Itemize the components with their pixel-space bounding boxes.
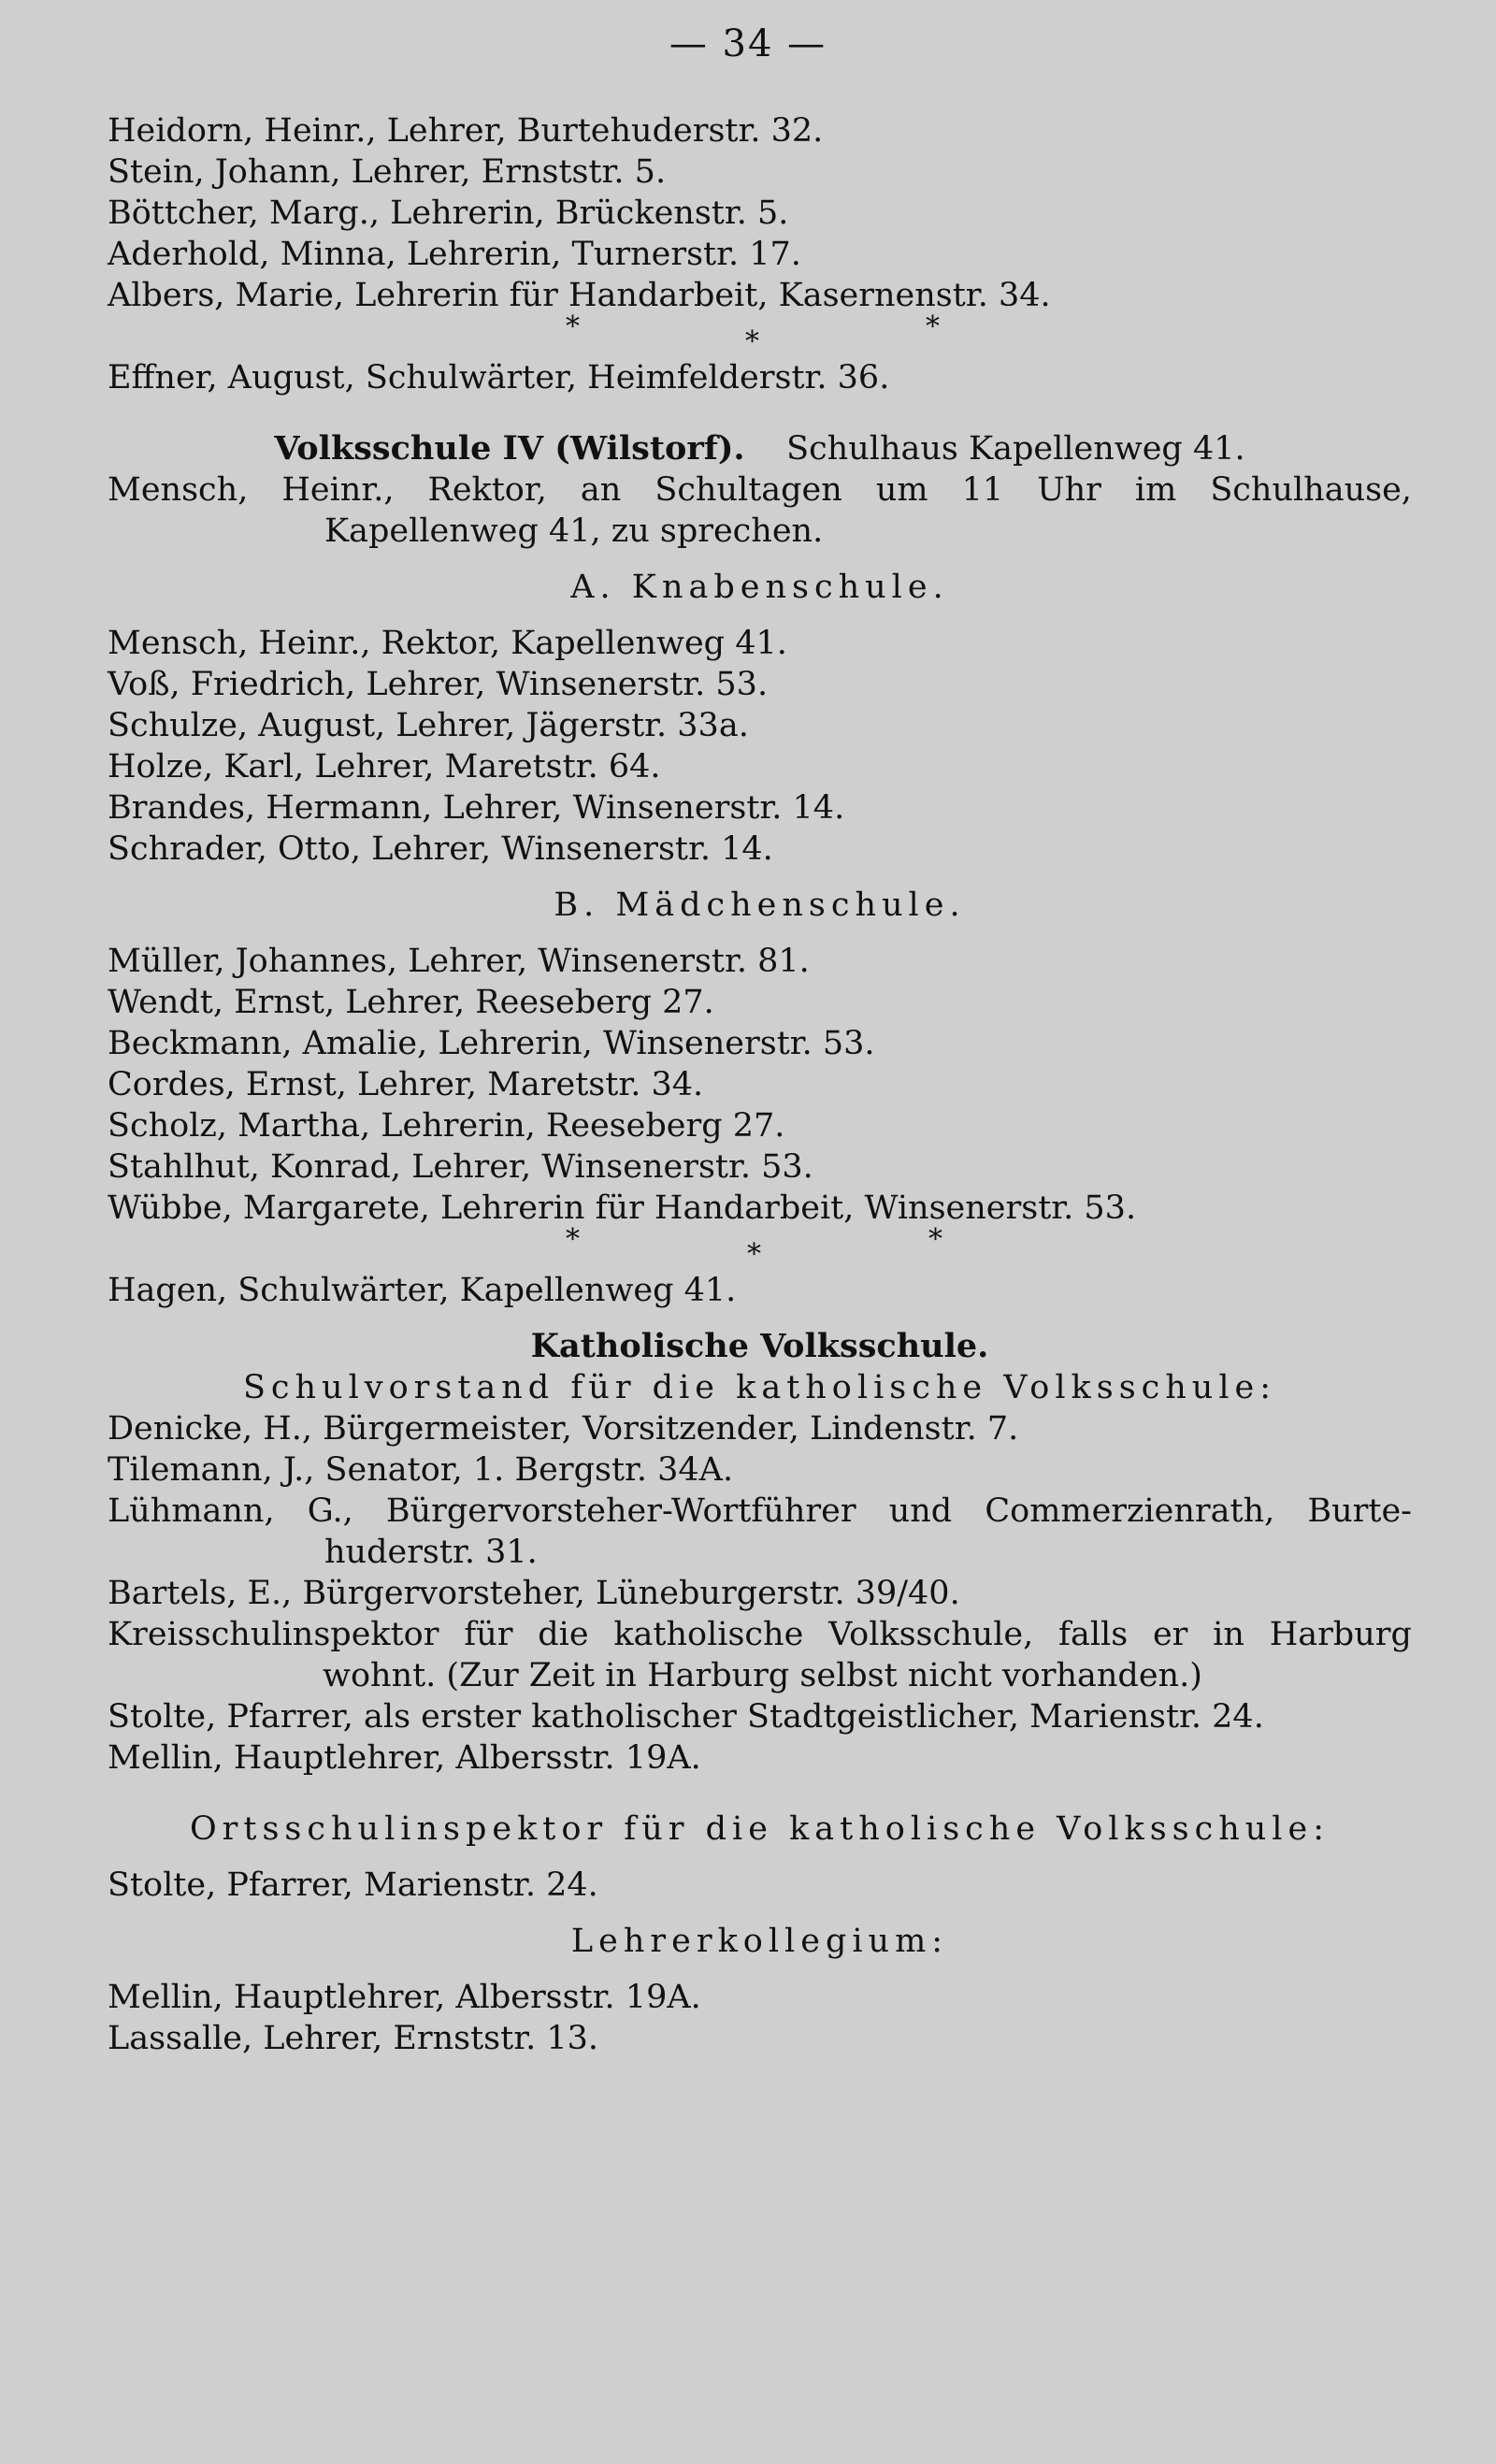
word: Schulhause, bbox=[1210, 471, 1412, 509]
entry-line: Denicke, H., Bürgermeister, Vorsitzender, Lindenstr. 7. bbox=[108, 1410, 1019, 1448]
entry-line: Lassalle, Lehrer, Ernststr. 13. bbox=[108, 2020, 598, 2057]
subsection-heading: B. Mädchenschule. bbox=[554, 886, 966, 924]
asterisk: * bbox=[745, 325, 759, 358]
entry-line: Schrader, Otto, Lehrer, Winsenerstr. 14. bbox=[108, 830, 773, 868]
entry-line: Mellin, Hauptlehrer, Albersstr. 19A. bbox=[108, 1979, 701, 2016]
word: G., bbox=[307, 1492, 353, 1530]
entry-line: Heidorn, Heinr., Lehrer, Burtehuderstr. 32. bbox=[108, 112, 824, 150]
word: Heinr., bbox=[281, 471, 395, 509]
entry-line: Brandes, Hermann, Lehrer, Winsenerstr. 14. bbox=[108, 789, 845, 827]
subsection-heading: Ortsschulinspektor für die katholische Volksschule: bbox=[189, 1810, 1331, 1848]
word: Kreisschulinspektor bbox=[108, 1616, 439, 1653]
entry-line: Hagen, Schulwärter, Kapellenweg 41. bbox=[108, 1272, 737, 1309]
entry-line: Aderhold, Minna, Lehrerin, Turnerstr. 17. bbox=[108, 236, 801, 273]
entry-line: Voß, Friedrich, Lehrer, Winsenerstr. 53. bbox=[108, 666, 769, 703]
entry-line: Stahlhut, Konrad, Lehrer, Winsenerstr. 53. bbox=[108, 1148, 813, 1186]
word: Commerzienrath, bbox=[985, 1492, 1275, 1530]
entry-line: Böttcher, Marg., Lehrerin, Brückenstr. 5. bbox=[108, 195, 789, 232]
word: falls bbox=[1058, 1616, 1129, 1653]
entry-line-justified bbox=[108, 1614, 1412, 1655]
rector-line-cont: Kapellenweg 41, zu sprechen. bbox=[324, 512, 824, 550]
rector-line bbox=[108, 469, 1412, 511]
word: Uhr bbox=[1037, 471, 1101, 509]
word: Schultagen bbox=[654, 471, 842, 509]
entry-line: Beckmann, Amalie, Lehrerin, Winsenerstr. 53. bbox=[108, 1025, 875, 1062]
page-number: — 34 — bbox=[669, 22, 827, 65]
word: Harburg bbox=[1269, 1616, 1412, 1653]
word: Bürgervorsteher-Wortführer bbox=[385, 1492, 856, 1530]
asterisk: * bbox=[566, 1223, 580, 1256]
word: in bbox=[1213, 1616, 1244, 1653]
word: die bbox=[538, 1616, 589, 1653]
asterisk: * bbox=[926, 310, 940, 343]
page-content bbox=[108, 110, 1412, 2059]
subsection-heading: A. Knabenschule. bbox=[570, 569, 949, 606]
entry-line: Holze, Karl, Lehrer, Maretstr. 64. bbox=[108, 748, 661, 785]
asterisk: * bbox=[566, 310, 580, 343]
section-title: Katholische Volksschule. bbox=[530, 1327, 989, 1365]
entry-line: Schulze, August, Lehrer, Jägerstr. 33a. bbox=[108, 707, 749, 744]
asterisk: * bbox=[747, 1238, 761, 1271]
word: Burte- bbox=[1307, 1492, 1412, 1530]
entry-line: Mellin, Hauptlehrer, Albersstr. 19A. bbox=[108, 1739, 701, 1777]
section-address: Schulhaus Kapellenweg 41. bbox=[786, 430, 1245, 468]
word: im bbox=[1134, 471, 1177, 509]
word: und bbox=[888, 1492, 953, 1530]
word: Volksschule, bbox=[828, 1616, 1034, 1653]
entry-line-cont: wohnt. (Zur Zeit in Harburg selbst nicht vorhanden.) bbox=[323, 1657, 1202, 1694]
subsection-heading: Schulvorstand für die katholische Volksschule: bbox=[242, 1369, 1277, 1406]
entry-line: Effner, August, Schulwärter, Heimfelderstr. 36. bbox=[108, 359, 890, 396]
entry-line: Tilemann, J., Senator, 1. Bergstr. 34A. bbox=[108, 1451, 734, 1489]
asterism-separator bbox=[108, 1223, 1412, 1271]
word: er bbox=[1152, 1616, 1188, 1653]
word: für bbox=[464, 1616, 513, 1653]
entry-line: Mensch, Heinr., Rektor, Kapellenweg 41. bbox=[108, 625, 787, 662]
word: katholische bbox=[613, 1616, 804, 1653]
asterisk: * bbox=[928, 1223, 942, 1256]
entry-line: Bartels, E., Bürgervorsteher, Lüneburgerstr. 39/40. bbox=[108, 1575, 960, 1612]
entry-line-cont: huderstr. 31. bbox=[324, 1534, 538, 1571]
entry-line: Albers, Marie, Lehrerin für Handarbeit, Kasernenstr. 34. bbox=[108, 277, 1051, 314]
entry-line: Scholz, Martha, Lehrerin, Reeseberg 27. bbox=[108, 1107, 785, 1145]
entry-line-justified bbox=[108, 1491, 1412, 1532]
word: 11 bbox=[961, 471, 1004, 509]
entry-line: Cordes, Ernst, Lehrer, Maretstr. 34. bbox=[108, 1066, 704, 1103]
entry-line: Wendt, Ernst, Lehrer, Reeseberg 27. bbox=[108, 984, 714, 1021]
section-title: Volksschule IV (Wilstorf). bbox=[274, 429, 745, 468]
word: an bbox=[580, 471, 622, 509]
word: Lühmann, bbox=[108, 1492, 275, 1530]
section-title-line bbox=[108, 428, 1412, 469]
entry-line: Stein, Johann, Lehrer, Ernststr. 5. bbox=[108, 153, 667, 191]
word: um bbox=[875, 471, 928, 509]
entry-line: Müller, Johannes, Lehrer, Winsenerstr. 81. bbox=[108, 943, 810, 980]
word: Rektor, bbox=[427, 471, 547, 509]
entry-line: Wübbe, Margarete, Lehrerin für Handarbeit, Winsenerstr. 53. bbox=[108, 1189, 1137, 1227]
asterism-separator bbox=[108, 310, 1412, 358]
subsection-heading: Lehrerkollegium: bbox=[570, 1923, 949, 1960]
word: Mensch, bbox=[108, 471, 249, 509]
entry-line: Stolte, Pfarrer, als erster katholischer Stadtgeistlicher, Marienstr. 24. bbox=[108, 1698, 1264, 1736]
entry-line: Stolte, Pfarrer, Marienstr. 24. bbox=[108, 1866, 598, 1904]
